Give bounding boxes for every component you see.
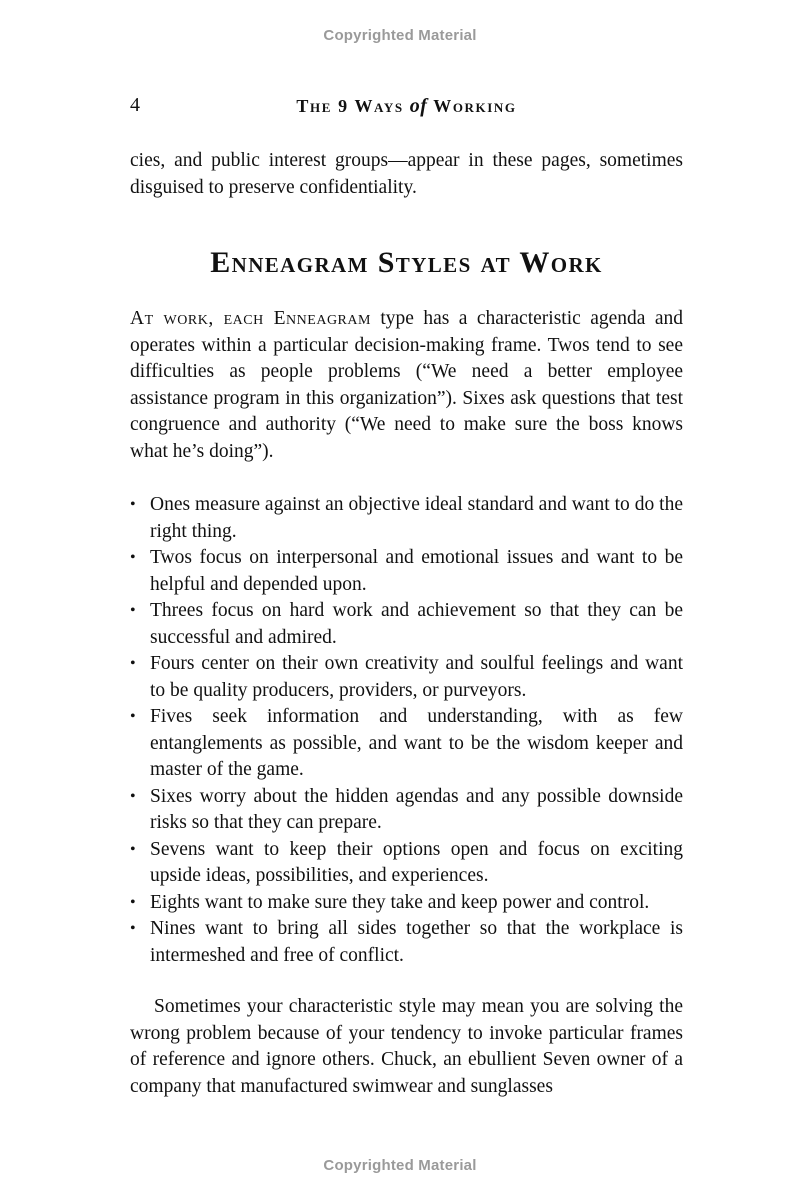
page-number: 4 [130,94,140,116]
list-item-text: Nines want to bring all sides together so that the workplace is intermeshed and free of conflict. [150,918,683,966]
bullet-icon: • [130,655,136,672]
bullet-icon: • [130,708,136,725]
list-item-text: Fours center on their own creativity and soulful feelings and want to be quality producers, providers, or purveyors. [150,653,683,701]
list-item [130,545,683,598]
bullet-icon: • [130,893,136,911]
list-item-text: Sixes worry about the hidden agendas and any possible downside risks so that they can prepare. [150,785,683,833]
enneagram-type-list [130,492,683,969]
copyright-watermark-top: Copyrighted Material [323,27,477,44]
list-item-text: Eights want to make sure they take and keep power and control. [150,891,650,913]
intro-text [130,306,683,465]
list-item [130,651,683,704]
list-item-text: Fives seek information and understanding, with as few entanglements as possible, and want to be the wisdom keeper and master of the game. [150,706,683,780]
list-item [130,837,683,890]
section-heading: Enneagram Styles at Work [210,246,603,279]
continuation-paragraph [130,148,683,201]
book-title-part3: Working [427,96,517,116]
list-item [130,916,683,969]
list-item-text: Threes focus on hard work and achievement so that they can be successful and admired. [150,600,683,648]
list-item [130,704,683,784]
list-item [130,890,683,917]
running-head [130,94,683,120]
list-item [130,492,683,545]
book-title [130,95,683,118]
intro-lead-in: At work, each Enneagram [130,308,371,329]
book-title-part2: of [409,95,428,117]
copyright-watermark-bottom: Copyrighted Material [323,1157,477,1174]
bullet-icon: • [130,787,136,805]
intro-body: type has a characteristic agenda and operates within a particular decision-making frame. Twos tend to see difficulties as people problems (“We need a better employee assistance program in this organization”). Sixes ask questions that test congruence and authority (“We need to make sure the boss knows what he’s doing”). [130,308,683,462]
closing-text: Sometimes your characteristic style may mean you are solving the wrong problem because of your tendency to invoke particular frames of reference and ignore others. Chuck, an ebullient Seven owner of a company that manufactured swimwear and sunglasses [130,996,683,1097]
list-item-text: Twos focus on interpersonal and emotional issues and want to be helpful and depended upon. [150,547,683,595]
list-item [130,784,683,837]
list-item-text: Sevens want to keep their options open and focus on exciting upside ideas, possibilities, and experiences. [150,838,683,886]
book-title-part1: The 9 Ways [296,96,410,116]
continuation-text: cies, and public interest groups—appear in these pages, sometimes disguised to preserve confidentiality. [130,150,683,198]
list-item-text: Ones measure against an objective ideal standard and want to do the right thing. [150,494,683,542]
bullet-icon: • [130,549,136,566]
list-item [130,598,683,651]
bullet-icon: • [130,496,136,513]
closing-paragraph [130,994,683,1100]
intro-paragraph [130,306,683,465]
bullet-icon: • [130,602,136,619]
bullet-icon: • [130,920,136,937]
bullet-icon: • [130,840,136,858]
